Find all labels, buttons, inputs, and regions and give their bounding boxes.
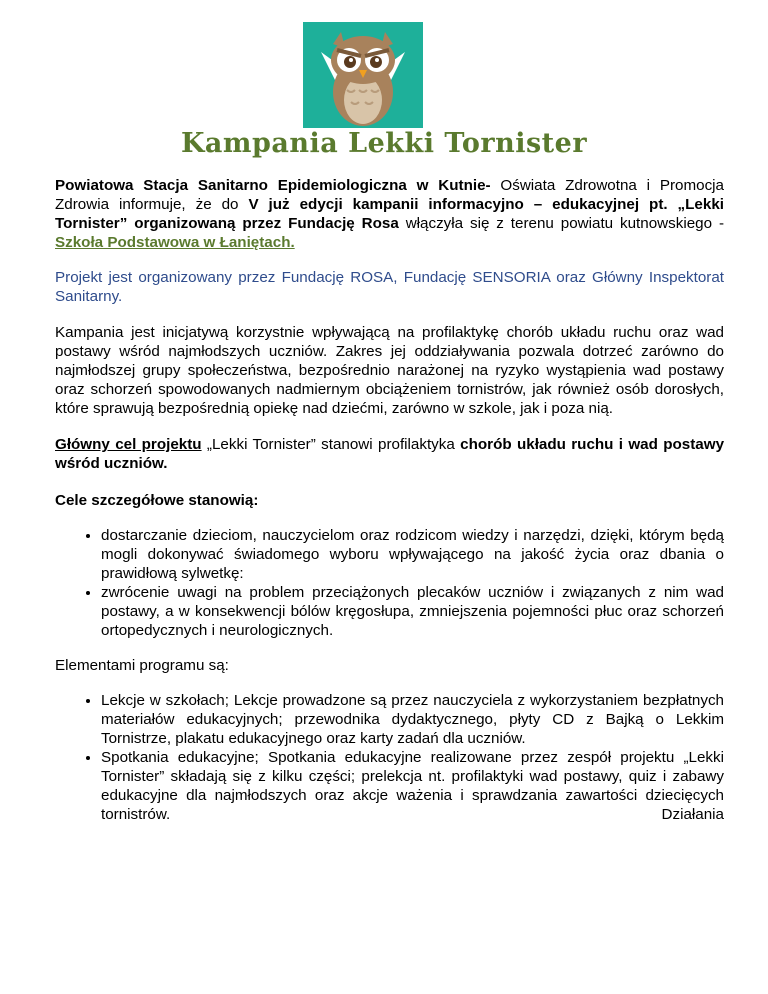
project-organizers: Projekt jest organizowany przez Fundację ROSA, Fundację SENSORIA oraz Główny Inspektorat Sanitarny.: [55, 269, 724, 305]
elements-list: [55, 691, 724, 824]
list-item: • Spotkania edukacyjne; Spotkania edukacyjne realizowane przez zespół projektu „Lekki Tornister” składają się z kilku części; prelekcja nt. profilaktyki wad postawy, quiz i zabawy edukacyjne dla najmłodszych oraz akcje ważenia i sprawdzania zawartości dziecięcych tornistrów. Działania: [101, 748, 724, 824]
goals-list: [55, 526, 724, 640]
owl-icon: [303, 22, 423, 128]
goals-heading: Cele szczegółowe stanowią:: [55, 492, 259, 509]
main-goal-paragraph: Główny cel projektu „Lekki Tornister” stanowi profilaktyka chorób układu ruchu i wad postawy wśród uczniów.: [55, 436, 725, 472]
document-body: [55, 176, 724, 840]
list-item: • dostarczanie dzieciom, nauczycielom oraz rodzicom wiedzy i narzędzi, dzięki, którym będą mogli dokonywać świadomego wyboru wpływającego na jakość życia oraz dbania o prawidłową sylwetkę:: [101, 526, 724, 583]
list-item: • Lekcje w szkołach; Lekcje prowadzone są przez nauczyciela z wykorzystaniem bezpłatnych materiałów edukacyjnych; przewodnika dydaktycznego, płyty CD z Bajką o Lekkim Tornistrze, plakatu edukacyjnego oraz karty zadań dla uczniów.: [101, 691, 724, 748]
owl-logo: [303, 22, 423, 128]
school-link[interactable]: Szkoła Podstawowa w Łaniętach.: [55, 234, 295, 251]
list-item: • zwrócenie uwagi na problem przeciążonych plecaków uczniów i związanych z nim wad postawy, a w konsekwencji bólów kręgosłupa, zmniejszenia pojemności płuc oraz schorzeń ortopedycznych i neurologicznych.: [101, 583, 724, 640]
main-goal-label: Główny cel projektu: [55, 436, 202, 453]
elements-heading: Elementami programu są:: [55, 657, 229, 674]
page-title: Kampania Lekki Tornister: [180, 128, 588, 159]
campaign-description: Kampania jest inicjatywą korzystnie wpływającą na profilaktykę chorób układu ruchu oraz wad postawy wśród najmłodszych uczniów. Zakres jej oddziaływania pozwala dotrzeć zarówno do najmłodszej grupy społeczeństwa, bezpośrednio narażonej na ryzyko wystąpienia wad postawy oraz schorzeń spowodowanych nadmiernym obciążeniem tornistrów, jak również osób dorosłych, które sprawują bezpośrednią opiekę nad dziećmi, zarówno w szkole, jak i poza nią.: [55, 324, 724, 417]
organization-name: Powiatowa Stacja Sanitarno Epidemiologiczna w Kutnie-: [55, 177, 491, 194]
intro-paragraph: Powiatowa Stacja Sanitarno Epidemiologiczna w Kutnie- Oświata Zdrowotna i Promocja Zdrowia informuje, że do V już edycji kampanii informacyjno – edukacyjnej pt. „Lekki Tornister” organizowaną przez Fundację Rosa włączyła się z terenu powiatu kutnowskiego - Szkoła Podstawowa w Łaniętach.: [55, 177, 724, 251]
